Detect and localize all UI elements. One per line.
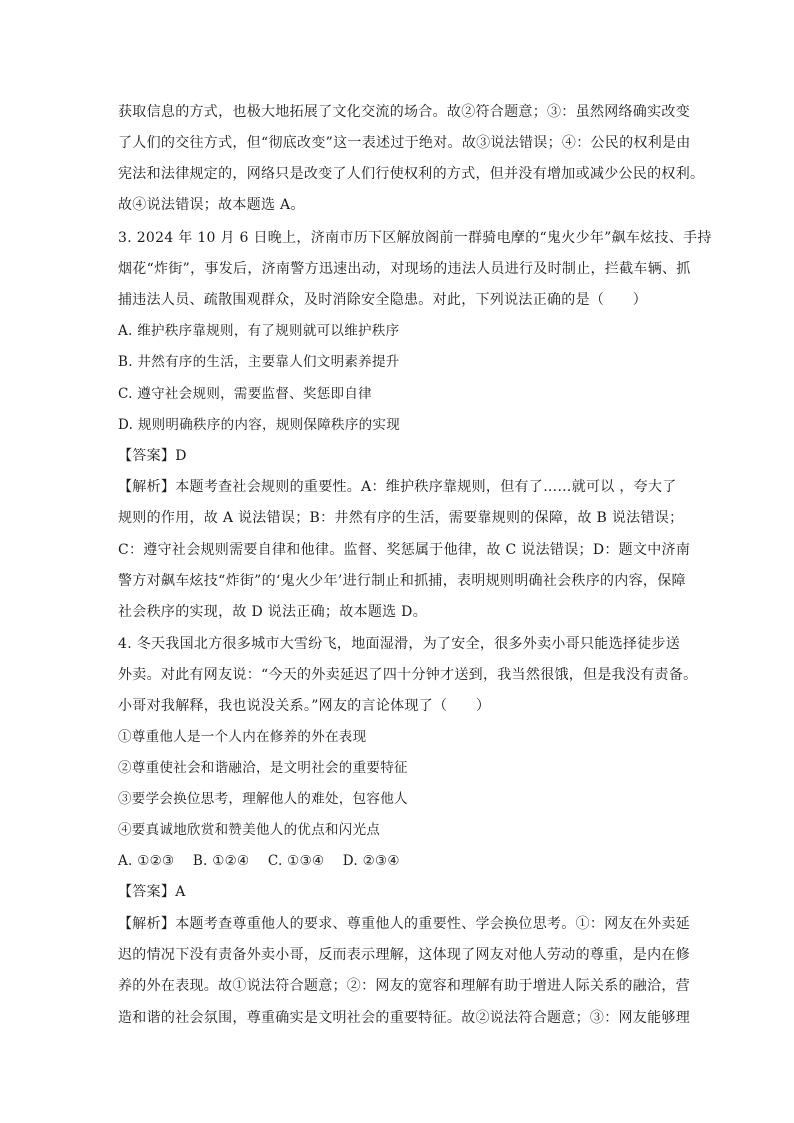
question-3-stem: 3. 2024 年 10 月 6 日晚上，济南市历下区解放阁前一群骑电摩的“鬼火少年”飙车炫技、手持 xyxy=(118,230,712,246)
question-4-stem: 外卖。对此有网友说：“今天的外卖延迟了四十分钟才送到，我当然很饿，但是我没有责备。 xyxy=(118,667,698,683)
question-4-statement-4: ④要真诚地欣赏和赞美他人的优点和闪光点 xyxy=(118,822,381,838)
question-3-analysis: 警方对飙车炫技“炸街”的‘鬼火少年’进行制止和抓捕，表明规则明确社会秩序的内容，保障 xyxy=(118,573,686,589)
question-4-statement-2: ②尊重使社会和谐融洽，是文明社会的重要特征 xyxy=(118,760,408,776)
question-3-analysis: 社会秩序的实现，故 D 说法正确；故本题选 D。 xyxy=(118,604,427,620)
question-3-option-d: D. 规则明确秩序的内容，规则保障秩序的实现 xyxy=(118,417,401,433)
question-4-statement-3: ③要学会换位思考，理解他人的难处，包容他人 xyxy=(118,791,408,807)
question-4-stem: 小哥对我解释，我也说没关系。”网友的言论体现了（ ） xyxy=(118,698,491,714)
question-4-analysis: 迟的情况下没有责备外卖小哥，反而表示理解，这体现了网友对他人劳动的尊重，是内在修 xyxy=(118,947,690,963)
text-line: 获取信息的方式，也极大地拓展了文化交流的场合。故②符合题意；③：虽然网络确实改变 xyxy=(118,104,690,120)
question-4-analysis: 造和谐的社会氛围，尊重确实是文明社会的重要特征。故②说法符合题意；③：网友能够理 xyxy=(118,1010,690,1026)
question-4-stem: 4. 冬天我国北方很多城市大雪纷飞，地面湿滑，为了安全，很多外卖小哥只能选择徒步送 xyxy=(118,636,681,652)
question-3-analysis: C：遵守社会规则需要自律和他律。监督、奖惩属于他律，故 C 说法错误；D：题文中济南 xyxy=(118,542,691,558)
question-3-option-c: C. 遵守社会规则，需要监督、奖惩即自律 xyxy=(118,386,372,402)
text-line: 故④说法错误；故本题选 A。 xyxy=(118,197,305,213)
question-4-statement-1: ①尊重他人是一个人内在修养的外在表现 xyxy=(118,729,367,745)
text-line: 宪法和法律规定的，网络只是改变了人们行使权利的方式，但并没有增加或减少公民的权利。 xyxy=(118,166,705,182)
question-4-choices: A. ①②③ B. ①②④ C. ①③④ D. ②③④ xyxy=(118,853,400,869)
question-3-stem: 烟花“炸街”，事发后，济南警方迅速出动，对现场的违法人员进行及时制止，拦截车辆、抓 xyxy=(118,261,691,277)
question-4-analysis: 养的外在表现。故①说法符合题意；②：网友的宽容和理解有助于增进人际关系的融洽，营 xyxy=(118,978,690,994)
question-3-analysis: 【解析】本题考查社会规则的重要性。A：维护秩序靠规则，但有了……就可以 ，夸大了 xyxy=(118,479,677,495)
question-4-analysis: 【解析】本题考查尊重他人的要求、尊重他人的重要性、学会换位思考。①：网友在外卖延 xyxy=(118,916,690,932)
question-3-analysis: 规则的作用，故 A 说法错误；B：井然有序的生活，需要靠规则的保障，故 B 说法错误； xyxy=(118,510,684,526)
question-3-option-a: A. 维护秩序靠规则，有了规则就可以维护秩序 xyxy=(118,323,400,339)
question-4-answer: 【答案】A xyxy=(118,884,186,900)
question-3-answer: 【答案】D xyxy=(118,448,187,464)
text-line: 了人们的交往方式，但“彻底改变”这一表述过于绝对。故③说法错误；④：公民的权利是由 xyxy=(118,135,691,151)
question-3-stem: 捕违法人员、疏散围观群众，及时消除安全隐患。对此，下列说法正确的是（ ） xyxy=(118,292,648,308)
question-3-option-b: B. 井然有序的生活，主要靠人们文明素养提升 xyxy=(118,354,400,370)
